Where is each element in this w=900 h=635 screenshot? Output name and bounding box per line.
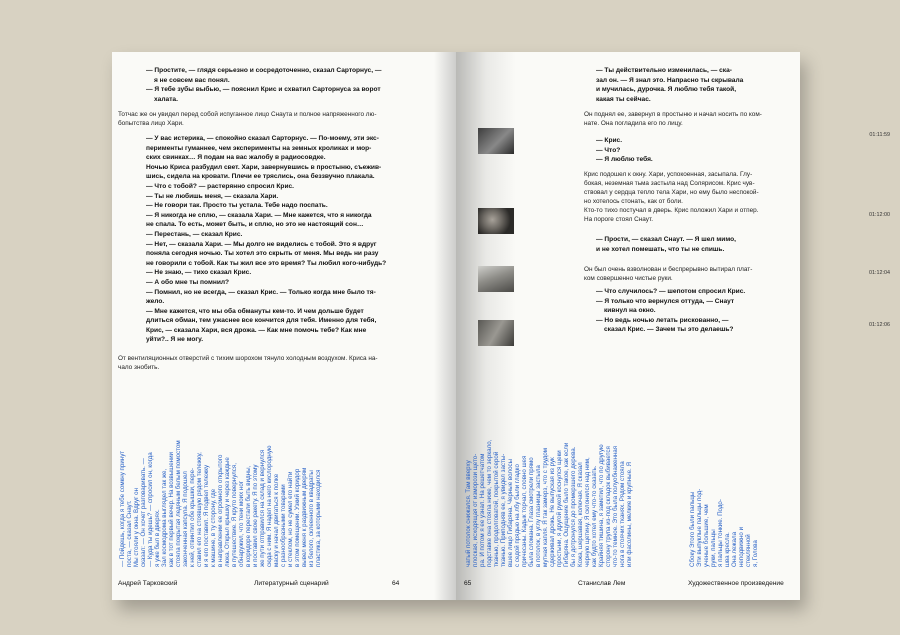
timecode: 01:11:59	[869, 132, 890, 138]
footer-author: Станислав Лем	[578, 580, 626, 587]
paragraph-1: Он поднял ее, завернул в простыню и начал носить по ком- нате. Она погладила его по лицу.	[584, 111, 762, 127]
paragraph-2: Крис подошел к окну. Хари, успокоенная, засыпала. Глу- бокая, неземная тьма застыла над Солярисом. Крис чув- ствовал у сердца тепло тела Хари, но ему было неспокой- но хотелось стонать, как от боли. Кто-то тихо постучал в дверь. Крис положил Хари и отпер. На пороге стоял Снаут.	[584, 171, 759, 223]
top-dialogue: — Простите, — глядя серьезно и сосредоточенно, сказал Сарторнус, — я не совсем вас понял. — Я тебе зубы выбью, — пояснил Крис и схватил Сарторнуса за ворот халата.	[146, 67, 382, 103]
dialogue-block: — Крис. — Что? — Я люблю тебя.	[596, 137, 653, 164]
paragraph-2: От вентиляционных отверстий с тихим шорохом тянуло холодным воздухом. Криса на- чало знобить.	[118, 355, 378, 371]
footer-title: Литературный сценарий	[254, 580, 329, 587]
left-page: — Простите, — глядя серьезно и сосредоточенно, сказал Сарторнус, — я не совсем вас понял. — Я тебе зубы выбью, — пояснил Крис и схватил Сарторнуса за ворот халата. Тотчас же он увидел перед собой испуганное лицо Снаута и полное напряженного лю- бопытства лицо Хари. — У вас истерика, — спокойно сказал Сарторнус. — По-моему, эти экс- перименты гуманнее, чем эксперименты на земных кроликах и мор- ских свинках… Я подам на вас жалобу в радиосовдке. Ночью Криса разбудил свет. Хари, завернувшись в простыню, съежив- шись, сидела на кровати. Плечи ее тряслись, она беззвучно плакала. — Что с тобой? — растерянно спросил Крис. — Ты не любишь меня, — сказала Хари. — Не говори так. Просто ты устала. Тебе надо поспать. — Я никогда не сплю, — сказала Хари. — Мне кажется, что я никогда не спала. То есть, может быть, и сплю, но это не настоящий сон… — Перестань, — сказал Крис. — Нет, — сказала Хари. — Мы долго не виделись с тобой. Это я вдруг поняла сегодня ночью. Ты хотел это скрыть от меня. Мы ведь ни разу не говорили с тобой. Как ты жил все это время? Ты любил кого-нибудь? — Не знаю, — тихо сказал Крис. — А обо мне ты помнил? — Помнил, но не всегда, — сказал Крис. — Только когда мне было тя- жело. — Мне кажется, что мы оба обмануты кем-то. И чем дольше будет длиться обман, тем ужаснее все кончится для тебя. Именно для тебя, Крис, — сказала Хари, вся дрожа. — Как мне помочь тебе? Как мне уйти?.. Я не могу. От вентиляционных отверстий с тихим шорохом тянуло холодным воздухом. Криса на- чало знобить. — Пойдешь, когда я тебе сомкну принут поста, — сказал Снаут. Мы стояли у окна. Вдруг он сказал: — Он хочет разговаривать. — — Куда ты идешь? — спросил он, когда я уже был в дверях. Зал космодрома выглядел так же, как в тот первый вечер. На возвышении стояла покрытая ледяным белым помостом законченная капсула. Я подошел к ней, отвинтил обе крышки, пере- ставил его на стоявшую рядом тележку, и я его поставил. Я подвел тележку к машине, в ту сторону, где в направлении ее огромного открытого люка. Открыл крышку и через каждые в путешествие. Я круто повернулся, обнаружил, что тени моих ног в коридоре перестали быть видны, и поставил свою ракету. Я по этому же пути отправился на склад и вернулся сюда с ним. Я надел на него кислородную маску и начал двигаться к полке с разнообразными товарами и стеклом, но не сумел его найти в этом помещении. Узкий коридор вывел меня к раздвижным дверям из белого, склеенного в квадраты пластика, за которыми находился Андрей Тарковский Литературный сценарий 64	[112, 52, 456, 600]
paragraph-3: Он был очень взволнован и беспрерывно вытирал плат- ком совершенно чистые руки.	[584, 266, 753, 282]
page-number: 65	[464, 580, 472, 587]
dialogue-block: — Ты действительно изменилась, — ска- зал он. — Я знал это. Напрасно ты скрывала и мучилась, дурочка. Я люблю тебя такой, какая ты сейчас.	[596, 67, 744, 103]
footer-author: Андрей Тарковский	[118, 580, 178, 587]
right-page-content: — Ты действительно изменилась, — ска- зал он. — Я знал это. Напрасно ты скрывала и мучилась, дурочка. Я люблю тебя такой, какая ты сейчас. Он поднял ее, завернул в простыню и начал носить по ком- нате. Она погладила его по лицу. — Крис. — Что? — Я люблю тебя. Крис подошел к окну. Хари, успокоенная, засыпала. Глу- бокая, неземная тьма застыла над Солярисом. Крис чув- ствовал у сердца тепло тела Хари, но ему было неспокой- но хотелось стонать, как от боли. Кто-то тихо постучал в дверь. Крис положил Хари и отпер. На пороге стоял Снаут. — Прости, — сказал Снаут. — Я шел мимо, и не хотел помешать, что ты не спишь. Он был очень взволнован и беспрерывно вытирал плат- ком совершенно чистые руки. — Что случилось? — шепотом спросил Крис. — Я только что вернулся оттуда, — Снаут кивнул на окно. — Но ведь ночью летать рискованно, — сказал Крис. — Зачем ты это делаешь? чатый потолок снижался. Там вверху плоская, исходящая от изморози щето- ра. И потом я ее узнал. На решетчатом подставке она стояла ниже, чем то зеркало, тканью, продолговатой, покрытой серой тканью. Приподняв ее, я увидел засты- вшее лицо Гибаряна. Черные волосы с седой прядью на лбу были гладко причесаны. Кадык торчал, словно шея была сломана. Глаза смотрели прямо в потолок, в углу глазницы застыла мутная капля. Я так замерз, что с трудом сдерживал дрожь. Не выпуская из рук простыни, я другой рукой коснулся щеки Гибаряна. Ощущение было такое, как если бы я дотронулся до промерзшего дерева. Кожа, шершавая, колючая. Я сказал черную щетину. Я склонился над ним, как будто хотел ему что-то сказать. Крайняя тишина, я заметил, что по другую сторону трупа из-под складок выбивается что-то темное. Это была полуобнаженная нога в стоячих тканях. Рядом стояла или фасолины, мелкие и крупные. Я Сбоку Этого были пальцы Эти выпуклые пальцы под- ученые большие, чем руки, пальцы я пальцы тонкие. Подо- шва кресла. Она лежала неподвижно и стеклянной я, Голова 65 Станислав Лем Художественное произведение	[456, 52, 800, 600]
page-number: 64	[392, 580, 400, 587]
dialogue-block: — Прости, — сказал Снаут. — Я шел мимо, и не хотел помешать, что ты не спишь.	[596, 236, 737, 253]
dialogue-block: — Что случилось? — шепотом спросил Крис. — Я только что вернулся оттуда, — Снаут кивнул на окно. — Но ведь ночью летать рискованно, — сказал Крис. — Зачем ты это делаешь?	[596, 288, 746, 334]
paragraph-1: Тотчас же он увидел перед собой испуганное лицо Снаута и полное напряженного лю- бопытства лицо Хари.	[118, 111, 377, 127]
timecode: 01:12:06	[869, 322, 890, 328]
footer-title: Художественное произведение	[688, 580, 784, 587]
dialogue-block: — У вас истерика, — спокойно сказал Сарторнус. — По-моему, эти экс- перименты гуманнее, чем эксперименты на земных кроликах и мор- ских свинках… Я подам на вас жалобу в радиосовдке. Ночью Криса разбудил свет. Хари, завернувшись в простыню, съежив- шись, сидела на кровати. Плечи ее тряслись, она беззвучно плакала. — Что с тобой? — растерянно спросил Крис. — Ты не любишь меня, — сказала Хари. — Не говори так. Просто ты устала. Тебе надо поспать. — Я никогда не сплю, — сказала Хари. — Мне кажется, что я никогда не спала. То есть, может быть, и сплю, но это не настоящий сон… — Перестань, — сказал Крис. — Нет, — сказала Хари. — Мы долго не виделись с тобой. Это я вдруг поняла сегодня ночью. Ты хотел это скрыть от меня. Мы ведь ни разу не говорили с тобой. Как ты жил все это время? Ты любил кого-нибудь? — Не знаю, — тихо сказал Крис. — А обо мне ты помнил? — Помнил, но не всегда, — сказал Крис. — Только когда мне было тя- жело. — Мне кажется, что мы оба обмануты кем-то. И чем дольше будет длиться обман, тем ужаснее все кончится для тебя. Именно для тебя, Крис, — сказала Хари, вся дрожа. — Как мне помочь тебе? Как мне уйти?.. Я не могу.	[146, 135, 387, 344]
timecode: 01:12:04	[869, 270, 890, 276]
timecode: 01:12:00	[869, 212, 890, 218]
book-spread	[112, 52, 890, 600]
